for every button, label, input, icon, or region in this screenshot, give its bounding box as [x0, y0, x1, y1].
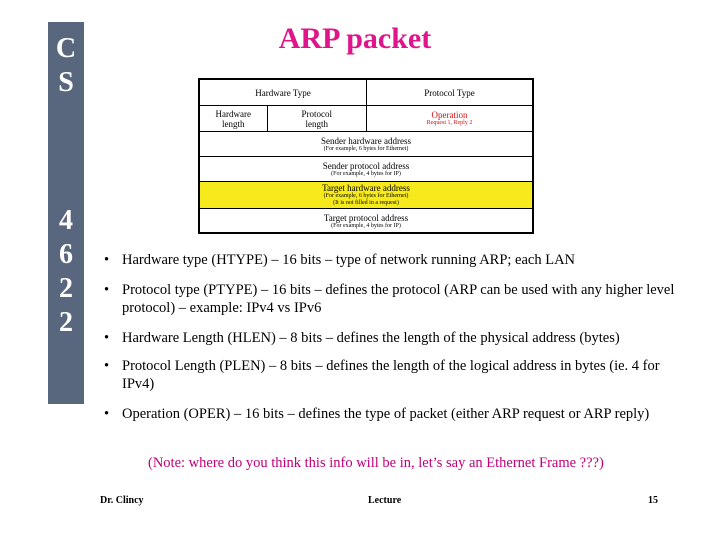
- course-sidebar: [48, 22, 84, 404]
- arp-packet-diagram: [198, 78, 534, 234]
- footer-author: Dr. Clincy: [100, 495, 144, 506]
- packet-row-target-hw: [200, 182, 532, 209]
- field-label: Target protocol address: [323, 213, 409, 223]
- bullet-item: • Protocol type (PTYPE) – 16 bits – defines the protocol (ARP can be used with any higher level protocol) – example: IPv4 vs IPv6: [104, 281, 694, 317]
- field-label: Sender protocol address: [322, 160, 410, 171]
- sidebar-letters-top: [48, 32, 84, 100]
- packet-row-lengths: [200, 106, 532, 132]
- field-label: Operation: [431, 110, 468, 120]
- field-protocol-length: [268, 106, 367, 131]
- field-hardware-length: [200, 106, 268, 131]
- field-label: Protocol Type: [424, 87, 475, 98]
- note-text: (Note: where do you think this info will be in, let’s say an Ethernet Frame ???): [148, 455, 604, 471]
- field-sublabel: (For example, 6 bytes for Ethernet): [323, 145, 409, 152]
- packet-row-target-proto: [200, 209, 532, 234]
- field-sublabel: (For example, 6 bytes for Ethernet): [323, 193, 409, 199]
- field-operation: [367, 106, 532, 131]
- field-target-protocol-address: [200, 209, 532, 234]
- bullet-item: • Hardware type (HTYPE) – 16 bits – type of network running ARP; each LAN: [104, 251, 694, 269]
- footer-lecture: Lecture: [368, 495, 402, 506]
- slide-title: ARP packet: [278, 22, 432, 55]
- sidebar-letters-bottom: [48, 204, 84, 340]
- sidebar-letter: 2: [59, 273, 73, 304]
- field-sublabel: (It is not filled in a request): [333, 200, 399, 206]
- bullet-item: • Protocol Length (PLEN) – 8 bits – defines the length of the logical address in bytes (ie. 4 for IPv4): [104, 357, 694, 393]
- field-label: Target hardware address: [322, 183, 410, 193]
- packet-row-sender-hw: [200, 132, 532, 157]
- field-target-hardware-address: [200, 182, 532, 208]
- field-label: length: [305, 118, 329, 129]
- sidebar-letter: 4: [59, 205, 73, 236]
- sidebar-letter: C: [55, 33, 77, 64]
- field-label: Sender hardware address: [321, 135, 411, 146]
- field-sublabel: (For example, 4 bytes for IP): [331, 170, 401, 177]
- field-sender-protocol-address: [200, 157, 532, 181]
- field-hardware-type: [200, 80, 367, 105]
- bullet-item: • Hardware Length (HLEN) – 8 bits – defines the length of the physical address (bytes): [104, 329, 694, 347]
- field-sublabel: (For example, 4 bytes for IP): [331, 223, 401, 229]
- footer-page-number: 15: [648, 495, 658, 506]
- sidebar-letter: 6: [59, 239, 73, 270]
- field-protocol-type: [367, 80, 532, 105]
- field-label: Hardware: [215, 108, 252, 119]
- field-sublabel: Request 1, Reply 2: [426, 120, 473, 126]
- sidebar-letter: S: [58, 67, 74, 98]
- packet-row-types: [200, 80, 532, 106]
- sidebar-letter: 2: [59, 307, 73, 338]
- field-label: length: [222, 118, 245, 129]
- field-label: Hardware Type: [255, 87, 311, 98]
- bullet-item: • Operation (OPER) – 16 bits – defines the type of packet (either ARP request or ARP reply): [104, 405, 694, 423]
- field-label: Protocol: [301, 108, 333, 119]
- field-sender-hardware-address: [200, 132, 532, 156]
- packet-row-sender-proto: [200, 157, 532, 182]
